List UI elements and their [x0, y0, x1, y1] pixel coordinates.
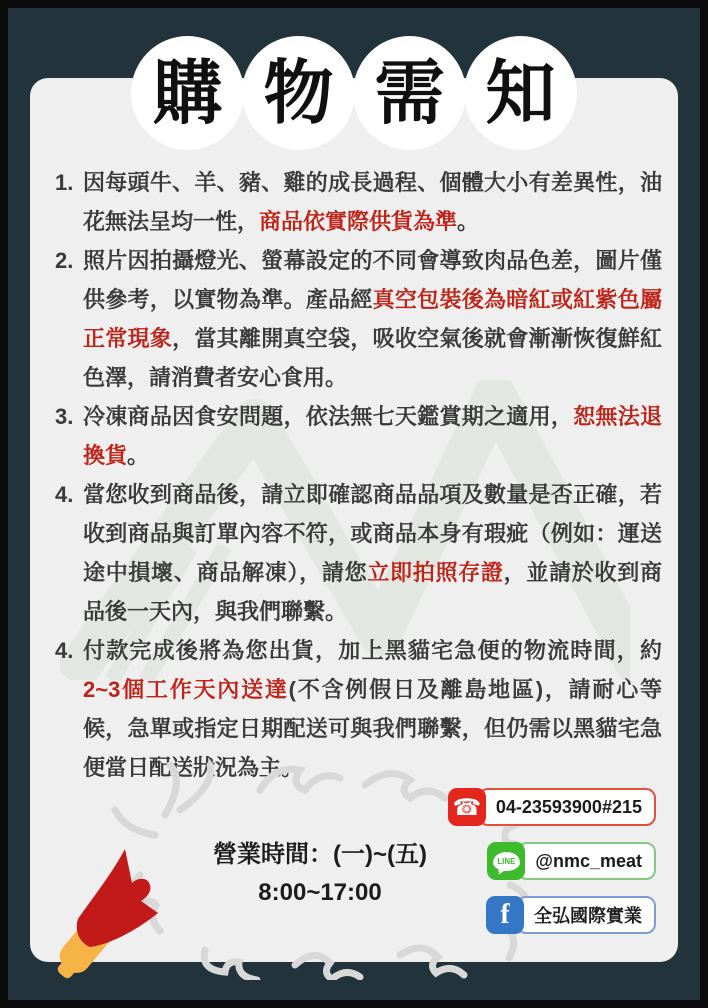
item-number: 2. — [55, 248, 74, 273]
phone-glyph: ☎ — [452, 793, 482, 820]
notice-list — [55, 163, 662, 787]
line-icon — [487, 842, 525, 880]
phone-number: 04-23593900#215 — [478, 788, 656, 826]
item-number: 3. — [55, 404, 74, 429]
item-highlight: 恕無法退換貨 — [83, 404, 662, 468]
item-text: ，當其離開真空袋，吸收空氣後就會漸漸恢復鮮紅色澤，請消費者安心食用。 — [83, 326, 662, 390]
notice-item-3 — [55, 397, 662, 475]
item-number: 4. — [55, 482, 74, 507]
notice-item-2 — [55, 241, 662, 397]
item-highlight: 立即拍照存證 — [367, 560, 504, 585]
title-char: 知 — [485, 54, 556, 132]
megaphone-icon — [28, 835, 168, 985]
facebook-badge — [486, 896, 656, 934]
item-text: 冷凍商品因食安問題，依法無七天鑑賞期之適用， — [83, 404, 574, 429]
title-char-circle — [464, 36, 577, 150]
item-text: (不含例假日及離島地區)，請耐心等候，急單或指定日期配送可與我們聯繫，但仍需以黑貓宅急便當日配送狀況為主。 — [83, 677, 663, 780]
item-highlight: 商品依實際供貨為準 — [259, 209, 458, 234]
title-char-circle — [242, 36, 355, 150]
contact-badges — [448, 788, 656, 934]
facebook-f-glyph: f — [500, 899, 510, 930]
title-char: 購 — [152, 54, 223, 132]
line-bubble-icon — [493, 852, 520, 871]
item-highlight: 真空包裝後為暗紅或紅紫色屬正常現象 — [83, 287, 662, 351]
phone-icon — [448, 788, 486, 826]
item-text: 照片因拍攝燈光、螢幕設定的不同會導致肉品色差，圖片僅供參考，以實物為準。產品經 — [83, 248, 662, 312]
item-text: 。 — [127, 443, 150, 468]
title-char-circle — [131, 36, 244, 150]
business-hours — [160, 836, 480, 912]
facebook-icon — [486, 896, 524, 934]
item-number: 1. — [55, 170, 74, 195]
notice-item-4 — [55, 475, 662, 631]
phone-badge — [448, 788, 656, 826]
line-id: @nmc_meat — [517, 842, 656, 880]
business-hours-time: 8:00~17:00 — [258, 879, 382, 906]
item-text: 當您收到商品後，請立即確認商品品項及數量是否正確，若收到商品與訂單內容不符，或商品本身有瑕疵（例如：運送途中損壞、商品解凍），請您 — [83, 482, 662, 585]
title-char: 物 — [263, 54, 334, 132]
line-word: LINE — [497, 856, 516, 866]
notice-item-1 — [55, 163, 662, 241]
item-text: ，並請於收到商品後一天內，與我們聯繫。 — [83, 560, 662, 624]
line-badge — [487, 842, 656, 880]
facebook-name: 全弘國際實業 — [516, 896, 656, 934]
title-char-circle — [353, 36, 466, 150]
title-char: 需 — [374, 54, 445, 132]
item-number: 4. — [55, 638, 74, 663]
business-hours-days: 營業時間：(一)~(五) — [213, 841, 427, 868]
item-text: 付款完成後將為您出貨，加上黑貓宅急便的物流時間，約 — [83, 638, 662, 663]
item-text: 。 — [457, 209, 480, 234]
item-text: 因每頭牛、羊、豬、雞的成長過程、個體大小有差異性，油花無法呈均一性， — [83, 170, 662, 234]
item-highlight: 2~3個工作天內送達 — [83, 677, 289, 702]
page-title — [0, 36, 708, 150]
